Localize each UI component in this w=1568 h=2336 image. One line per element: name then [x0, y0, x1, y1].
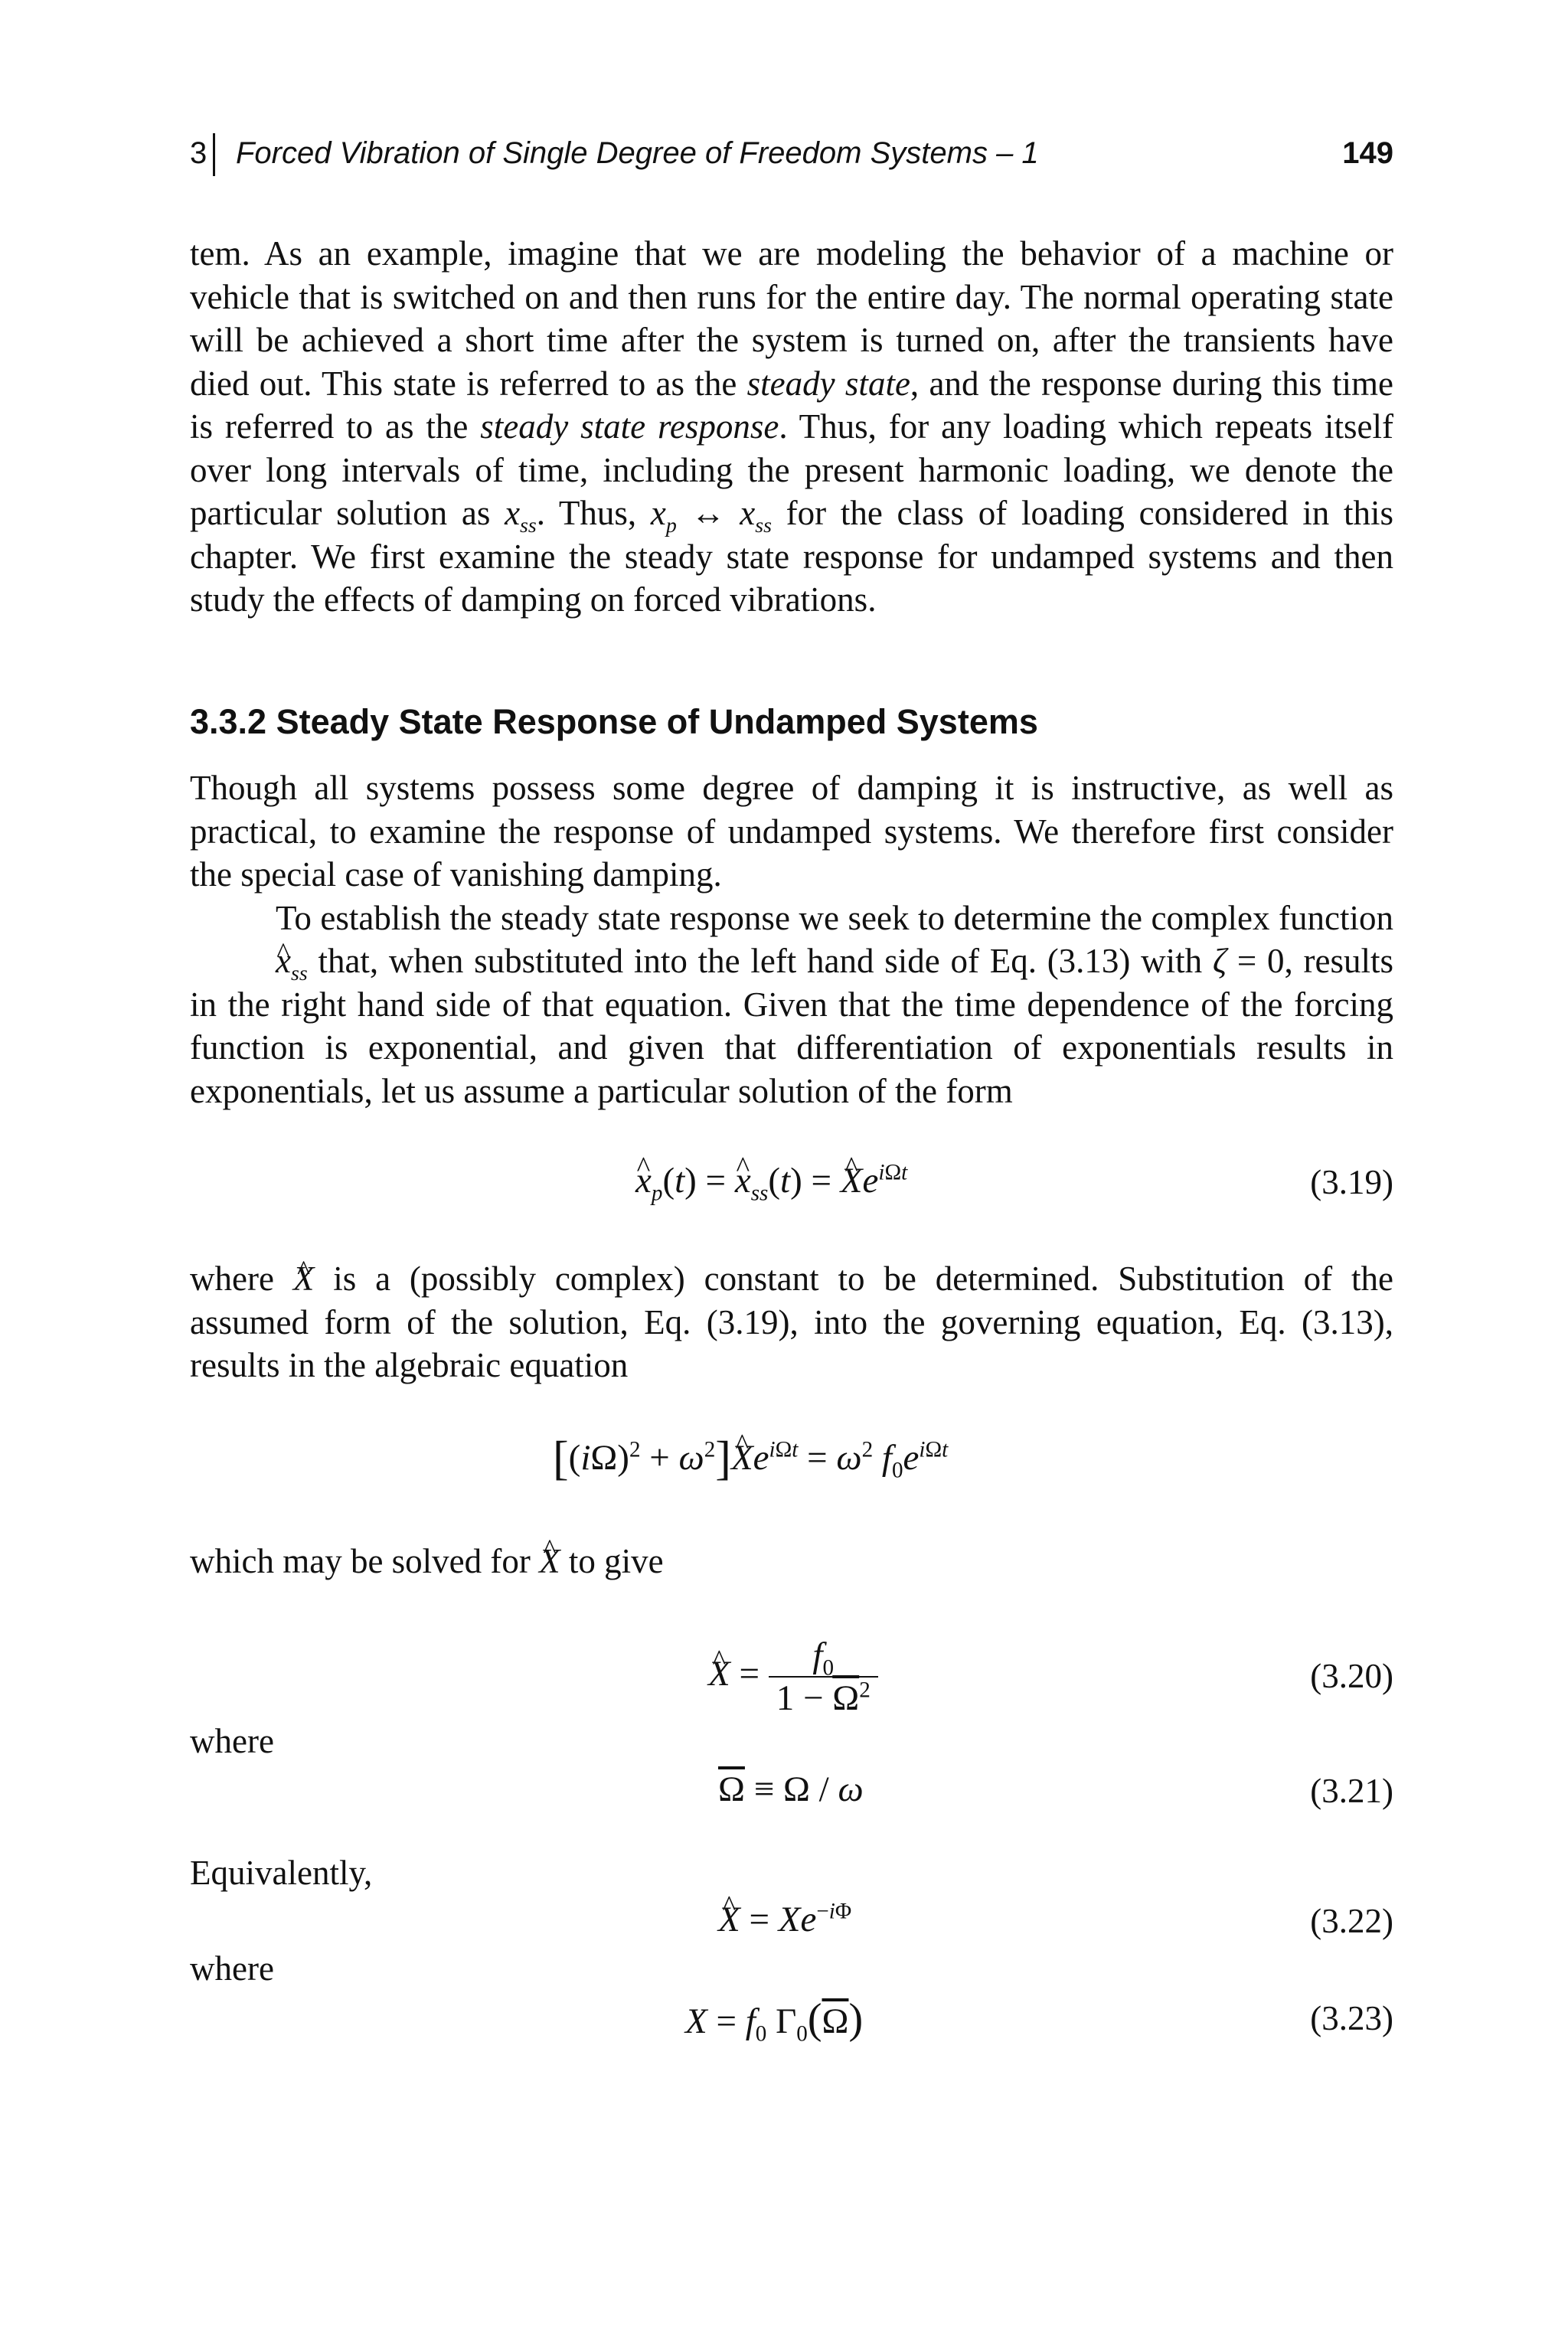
paragraph-substitution — [190, 1257, 1393, 1387]
math-xhat: ^ X — [539, 1541, 560, 1581]
running-header — [190, 133, 1393, 176]
text-run: is a (possibly complex) constant to be determined. Substitution of the assumed form of the solution, Eq. (3.19), into the governing equation, Eq. (3.13), results in the algebraic equation — [190, 1259, 1393, 1384]
label-where: where — [190, 1949, 274, 1988]
text-run: . Thus, for any loading which repeats itself over long intervals of time, including the present harmonic loading, we denote the particular solution as — [190, 407, 1394, 532]
math-x-ss: $x_{ss}$ — [505, 494, 537, 537]
paragraph-solve — [190, 1541, 664, 1581]
chapter-number: 3 — [190, 136, 207, 170]
paragraph-steady-state-intro: tem. As an example, imagine that we are modeling the behavior of a machine or vehicle that is switched on and then runs for the entire day. The normal operating state will be achieved a short time after the system is turned on, after the transients have died out. This state is referred to as the steady state, and the response during this time is referred to as the steady state response. Thus, for any loading which repeats itself over long intervals of time, including the present harmonic loading, we denote the particular solution as $x_{ss}$. Thus, $x_p$ ↔ $x_{ss}$ for the class of loading considered in this chapter. We first examine the steady state response for undamped systems and then study the effects of damping on forced vibrations. — [190, 234, 1394, 619]
equation-3-19: ^ $x_p(t)$ = ^ $x_{ss}(t)$ = ^ $Xe^{i\Omega t}$ — [635, 1160, 907, 1201]
text-run: where — [190, 1259, 293, 1298]
math-zeta-zero: ζ — [1212, 942, 1227, 980]
equation-number: (3.22) — [1310, 1902, 1393, 1940]
equation-number: (3.19) — [1310, 1163, 1393, 1201]
paragraph-undamped-intro — [190, 766, 1393, 1112]
equation-3-22: ^ $X = Xe^{-i\Phi}$ — [718, 1899, 851, 1940]
header-divider — [213, 133, 215, 176]
text-run: , and the response during this time is referred to as the — [190, 364, 1394, 446]
equation-number: (3.23) — [1310, 1999, 1393, 2037]
math-xhat-ss: ^ $x_{ss}$ — [190, 942, 308, 980]
paragraph-establish-response: To establish the steady state response we seek to determine the complex function ^ $x_{ss}$ that, when substituted into the left hand side of Eq. (3.13) with ζ = 0, results in the right hand side of that equation. Given that the time dependence of the forcing function is exponential, and given that differentiation of exponentials results in exponentials, let us assume a particular solution of the form — [190, 897, 1393, 1113]
equation-3-20: ^ X = $\frac{f_0}{1 - \overline{\Omega}^2}$ — [708, 1635, 878, 1719]
text-run: To establish the steady state response we seek to determine the complex function — [276, 898, 1393, 937]
emphasis-steady-state: steady state — [746, 364, 910, 403]
label-where: where — [190, 1722, 274, 1760]
emphasis-steady-state-response: steady state response — [480, 407, 779, 446]
equation-algebraic: [$(i\Omega)^2$ + $\omega^2]\^{}$ $Xe^{i\Omega t} = \omega^2$ $f_0e^{i\Omega t}$ — [553, 1432, 948, 1486]
text-run: . Thus, — [536, 494, 651, 532]
equation-3-23: $X = f_0$ $\Gamma_0(\overline{\Omega})$ — [685, 1995, 864, 2047]
equation-3-21: $\overline{\Omega} \equiv \Omega / \omega$ — [718, 1769, 864, 1809]
text-run: which may be solved for — [190, 1542, 540, 1580]
equation-number: (3.20) — [1310, 1657, 1393, 1695]
page-number: 149 — [1342, 136, 1393, 170]
text-run: that, when substituted into the left hand side of Eq. (3.13) with — [307, 942, 1213, 980]
paragraph-text: Though all systems possess some degree of damping it is instructive, as well as practical, to examine the response of undamped systems. We therefore first consider the special case of vanishing damping. — [190, 769, 1393, 894]
text-run: , results in the right hand side of that equation. Given that the time dependence of the forcing function is exponential, and given that differentiation of exponentials results in exponentials, let us assume a particular solution of the form — [190, 942, 1393, 1110]
section-heading: 3.3.2 Steady State Response of Undamped Systems — [190, 702, 1038, 741]
text-run: tem. As an example, imagine that we are modeling the behavior of a machine or vehicle that is switched on and then runs for the entire day. The normal operating state will be achieved a short time after the system is turned on, after the transients have died out. This state is referred to as the — [190, 234, 1393, 403]
math-xhat: ^ X — [293, 1257, 315, 1301]
label-equivalently: Equivalently, — [190, 1854, 373, 1892]
text-run: for the class of loading considered in this chapter. We first examine the steady state response for undamped systems and then study the effects of damping on forced vibrations. — [190, 494, 1394, 619]
text-run: to give — [560, 1542, 664, 1580]
math-xp-equiv-xss: $x_p$ — [650, 494, 677, 537]
equation-number: (3.21) — [1310, 1772, 1393, 1810]
running-title: Forced Vibration of Single Degree of Freedom Systems – 1 — [236, 136, 1039, 170]
